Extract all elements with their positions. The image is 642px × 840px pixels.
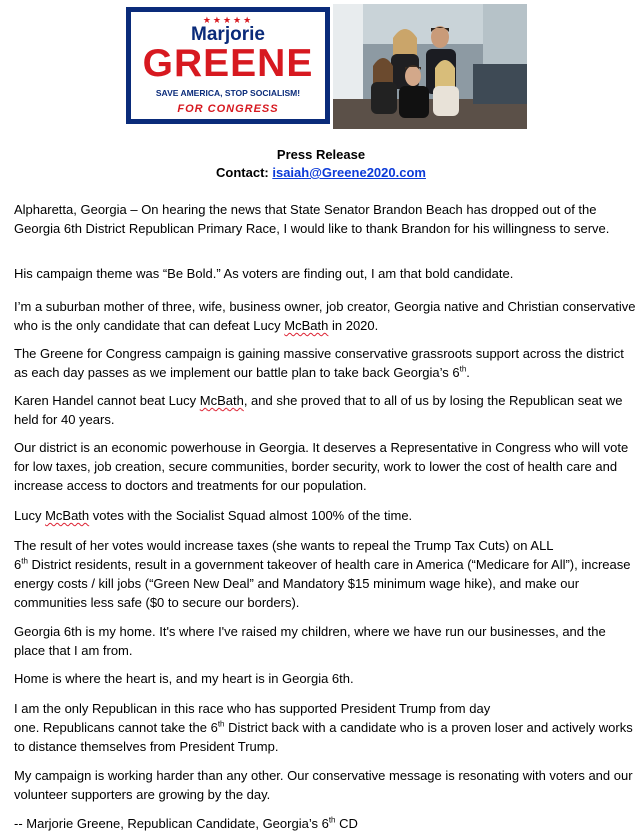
paragraph-4-text: The Greene for Congress campaign is gaining massive conservative grassroots support across the district as each day passes as we implement our battle plan to take back Georgia’s 6 [14, 346, 624, 380]
paragraph-5-text: Karen Handel cannot beat Lucy [14, 393, 200, 408]
signature-line [14, 814, 636, 833]
logo-first-name: Marjorie [191, 24, 265, 45]
paragraph-6: Our district is an economic powerhouse in Georgia. It deserves a Representative in Congress who will vote for low taxes, job creation, secure communities, border security, work to lower the cost of health care and increase access to doctors and treatments for our population. [14, 440, 629, 493]
paragraph-11-text-end: District back with a candidate who is a proven loser and actively works to distance themselves from President Trump. [14, 720, 633, 754]
paragraph-7-text: Lucy [14, 508, 46, 523]
campaign-logo [126, 7, 330, 124]
contact-line [0, 165, 642, 180]
logo-last-name: GREENE [142, 42, 314, 85]
paragraph-11-text: one. Republicans cannot take the 6 [14, 720, 218, 735]
paragraph-7 [14, 506, 636, 525]
logo-slogan: SAVE AMERICA, STOP SOCIALISM! [155, 88, 301, 98]
paragraph-4 [14, 344, 636, 382]
paragraph-3-text-end: in 2020. [328, 318, 379, 333]
signature-text-end: CD [335, 816, 358, 831]
superscript: th [328, 815, 336, 825]
spellcheck-word: McBath [284, 318, 329, 333]
logo-tagline: FOR CONGRESS [177, 103, 279, 115]
paragraph-4-text-end: . [466, 365, 470, 380]
paragraph-3-text: I’m a suburban mother of three, wife, business owner, job creator, Georgia native and Christian conservative who is the only candidate that can defeat Lucy [14, 299, 636, 333]
family-photo [333, 4, 527, 129]
spellcheck-word: McBath [45, 508, 90, 523]
paragraph-1: Alpharetta, Georgia – On hearing the news that State Senator Brandon Beach has dropped out of the Georgia 6th District Republican Primary Race, I would like to thank Brandon for his willingness to serve. [14, 202, 610, 236]
press-release-title: Press Release [276, 147, 366, 162]
paragraph-8 [14, 536, 636, 612]
superscript: th [459, 364, 467, 374]
paragraph-7-text-end: votes with the Socialist Squad almost 100% of the time. [89, 508, 413, 523]
paragraph-11-line-1: I am the only Republican in this race who has supported President Trump from day [14, 701, 491, 716]
paragraph-3 [14, 297, 636, 335]
paragraph-9: Georgia 6th is my home. It's where I've raised my children, where we have run our businesses, and the place that I am from. [14, 624, 606, 658]
paragraph-10: Home is where the heart is, and my heart is in Georgia 6th. [14, 671, 354, 686]
superscript: th [217, 719, 225, 729]
spellcheck-word: McBath [199, 393, 244, 408]
contact-email-link[interactable]: isaiah@Greene2020.com [272, 165, 426, 180]
paragraph-8-number: 6 [14, 557, 22, 572]
paragraph-5 [14, 391, 636, 429]
paragraph-5-text-end: , and she proved that to all of us by losing the Republican seat we held for 40 years. [14, 393, 623, 427]
paragraph-2: His campaign theme was “Be Bold.” As voters are finding out, I am that bold candidate. [14, 266, 514, 281]
paragraph-12: My campaign is working harder than any other. Our conservative message is resonating with voters and our volunteer supporters are growing by the day. [14, 768, 633, 802]
contact-label: Contact: [216, 165, 269, 180]
signature-text: -- Marjorie Greene, Republican Candidate, Georgia’s 6 [14, 816, 329, 831]
paragraph-8-text: District residents, result in a government takeover of health care in America (“Medicare for All”), increase energy costs / kill jobs (“Green New Deal” and Mandatory $15 minimum wage hike), and make our communities less safe ($0 to secure our borders). [14, 557, 631, 610]
paragraph-11 [14, 699, 636, 756]
superscript: th [21, 556, 28, 566]
paragraph-8-line-1: The result of her votes would increase taxes (she wants to repeal the Trump Tax Cuts) on ALL [14, 538, 554, 553]
stars-decoration: ★★★★★ [202, 15, 254, 25]
